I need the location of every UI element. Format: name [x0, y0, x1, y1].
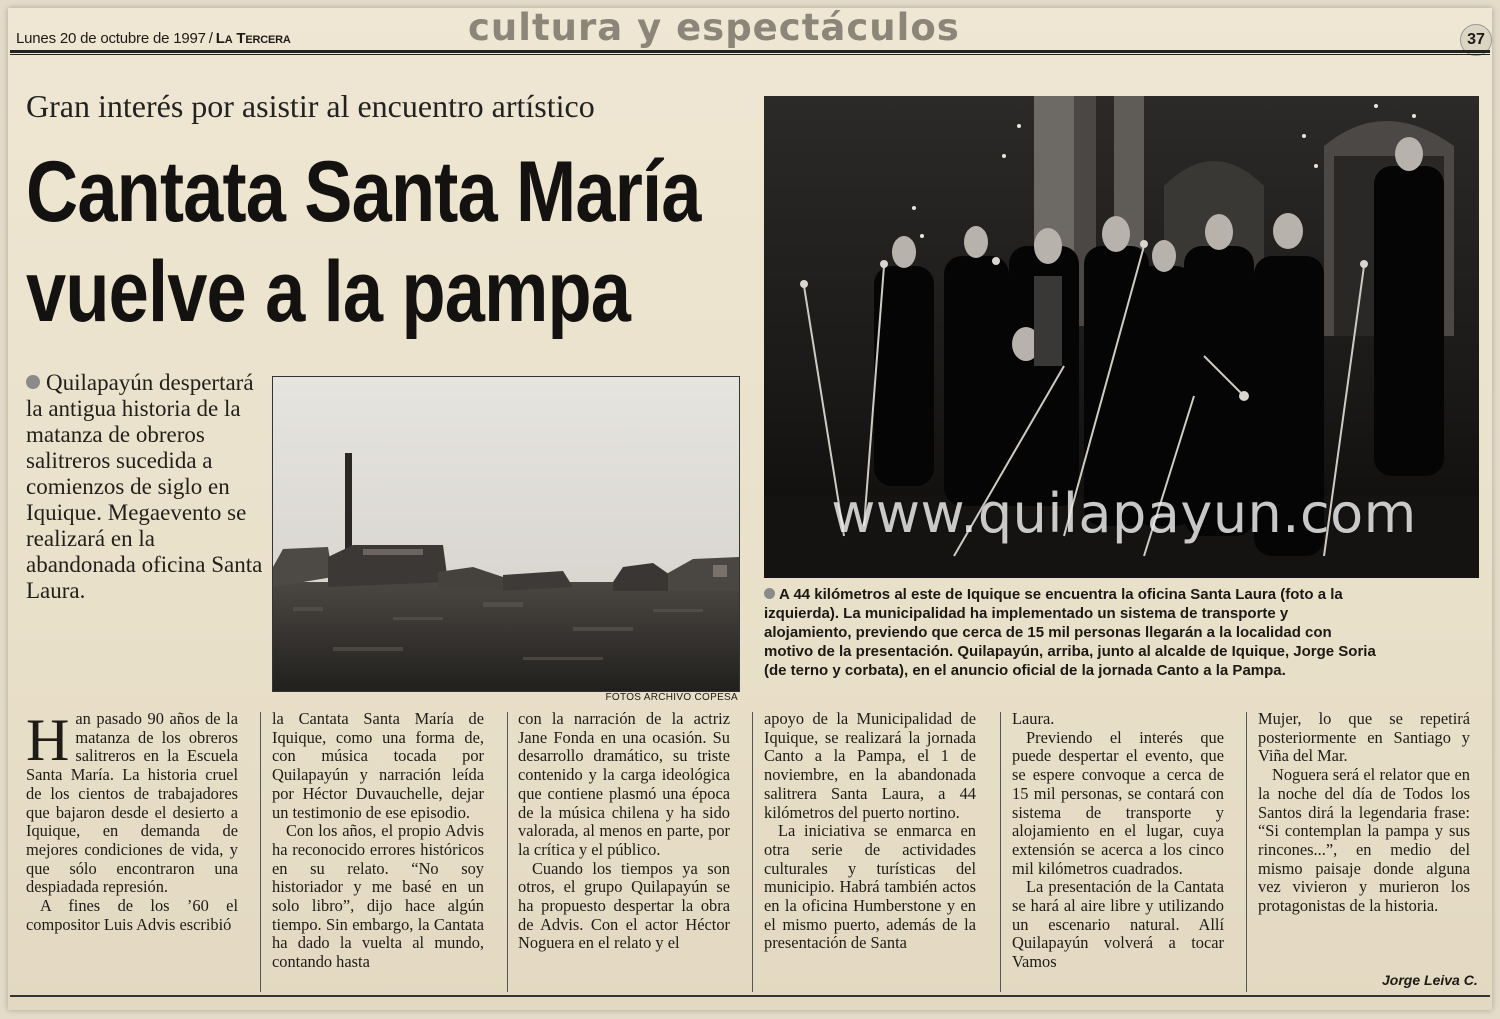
col5-paragraph-1: Laura.: [1012, 709, 1055, 728]
col2-paragraph-1: la Cantata Santa María de Iquique, como una forma de, con música tocada por Quilapayún y narración leída por Héctor Duvauchelle, dejar un testimonio de ese episodio.: [272, 709, 484, 822]
body-column-1: [26, 707, 238, 934]
headline-line-2: vuelve a la pampa: [26, 244, 631, 340]
page-number-badge: 37: [1460, 24, 1492, 56]
col2-paragraph-2: Con los años, el propio Advis ha reconocido errores históricos en su relato. “No soy historiador y me basé en un solo libro”, dijo hace algún tiempo. Sin embargo, la Cantata ha dado la vuelta al mundo, contando hasta: [272, 821, 484, 972]
caption-text: A 44 kilómetros al este de Iquique se encuentra la oficina Santa Laura (foto a la izquierda). La municipalidad ha implementado un sistema de transporte y alojamiento, previendo que cerca de 15 mil personas llegarán a la localidad con motivo de la presentación. Quilapayún, arriba, junto al alcalde de Iquique, Jorge Soria (de terno y corbata), en el anuncio oficial de la jornada Canto a la Pampa.: [764, 586, 1376, 679]
headline-line-1: Cantata Santa María: [26, 144, 701, 240]
bullet-icon: [26, 375, 40, 389]
issue-date: Lunes 20 de octubre de 1997: [16, 30, 206, 47]
col1-paragraph-1: an pasado 90 años de la matanza de los obreros salitreros en la Escuela Santa María. La historia cruel de los cientos de trabajadores que bajaron desde el desierto a Iquique, en demanda de mejores condiciones de vida, y que sólo encontraron una despiadada represión.: [26, 709, 238, 897]
article-deck: [26, 370, 266, 604]
date-separator: /: [208, 30, 213, 47]
photo-caption: [764, 585, 1376, 680]
col6-paragraph-2: Noguera será el relator que en la noche del día de Todos los Santos dirá la legendaria frase: “Si contemplan la pampa y sus rincones...”, en medio del mismo paisaje donde alguna vez vivieron y murieron los protagonistas de la historia.: [1258, 765, 1470, 916]
body-column-2: [272, 710, 484, 972]
bottom-rule: [10, 995, 1490, 997]
col4-paragraph-2: La iniciativa se enmarca en otra serie de actividades culturales y turísticas del municipio. Habrá también actos en la oficina Humberstone y en el mismo puerto, además de la presentación de Santa: [764, 821, 976, 953]
issue-date-line: [16, 30, 291, 47]
col4-paragraph-1: apoyo de la Municipalidad de Iquique, se realizará la jornada Canto a la Pampa, el 1 de noviembre, en la abandonada salitrera Santa Laura, a 44 kilómetros del puerto nortino.: [764, 709, 976, 822]
col3-paragraph-1: con la narración de la actriz Jane Fonda en una ocasión. Su desarrollo dramático, su triste contenido y la carga ideológica que contiene plasmó una época de la música chilena y ha sido valorada, al menos en parte, por la crítica y el público.: [518, 709, 730, 859]
watermark-text: www.quilapayun.com: [831, 482, 1417, 545]
column-rule: [752, 712, 753, 992]
col5-paragraph-2: Previendo el interés que puede despertar el evento, que se espere convoque a cerca de 15 mil personas, se contará con sistema de transporte y alojamiento en el lugar, cuya extensión se acerca a los cinco mil kilómetros cuadrados.: [1012, 727, 1224, 878]
body-column-5: [1012, 710, 1224, 972]
column-rule: [1246, 712, 1247, 992]
bullet-icon: [764, 588, 775, 599]
article-kicker: Gran interés por asistir al encuentro artístico: [26, 88, 595, 124]
byline: Jorge Leiva C.: [1382, 972, 1478, 988]
newspaper-name: La Tercera: [215, 30, 291, 47]
col3-paragraph-2: Cuando los tiempos ya son otros, el grupo Quilapayún se ha propuesto despertar la obra de Advis. Con el actor Héctor Noguera en el relato y el: [518, 858, 730, 953]
column-rule: [507, 712, 508, 992]
santa-laura-photo: [272, 376, 740, 692]
col1-paragraph-2: A fines de los ’60 el compositor Luis Advis escribió: [26, 896, 238, 934]
body-column-3: [518, 710, 730, 953]
column-rule: [1000, 712, 1001, 992]
col5-paragraph-3: La presentación de la Cantata se hará al aire libre y utilizando un escenario natural. Allí Quilapayún volverá a tocar Vamos: [1012, 877, 1224, 972]
section-title: cultura y espectáculos: [468, 6, 960, 49]
body-column-4: [764, 710, 976, 953]
body-column-6: [1258, 710, 1470, 916]
col6-paragraph-1: Mujer, lo que se repetirá posteriormente en Santiago y Viña del Mar.: [1258, 709, 1470, 766]
drop-cap: H: [26, 707, 70, 773]
factory-photo-image: [273, 377, 739, 691]
header-rule: [10, 50, 1490, 53]
deck-text: Quilapayún despertará la antigua historia de la matanza de obreros salitreros sucedida a comienzos de siglo en Iquique. Megaevento se realizará en la abandonada oficina Santa Laura.: [26, 370, 263, 603]
photo-credit: FOTOS ARCHIVO COPESA: [605, 692, 738, 703]
header-rule-thin: [10, 54, 1490, 55]
column-rule: [260, 712, 261, 992]
article-headline: [26, 142, 701, 342]
